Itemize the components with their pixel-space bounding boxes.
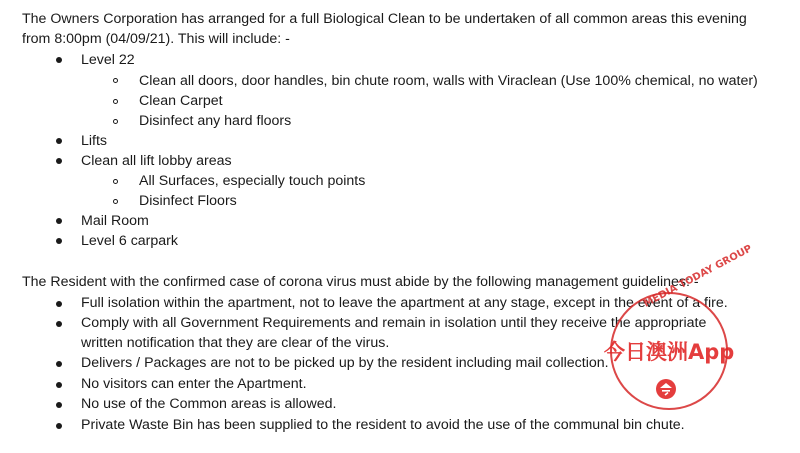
sub-bullet-icon [113,199,118,204]
bullet-icon [56,238,62,244]
sub-bullet-icon [113,99,118,104]
bullet-icon [56,138,62,144]
guideline-item: No visitors can enter the Apartment. [81,376,307,392]
bullet-icon [56,361,62,367]
sub-list-item: All Surfaces, especially touch points [139,173,366,189]
list-item: Level 22 [81,52,135,68]
guideline-item: Comply with all Government Requirements and remain in isolation until they receive the appropriate [81,315,707,331]
guideline-item: No use of the Common areas is allowed. [81,396,337,412]
watermark-app-icon [656,379,676,399]
list-item: Clean all lift lobby areas [81,153,232,169]
guideline-item-continuation: written notification that they are clear of the virus. [81,335,390,351]
list-item: Mail Room [81,213,149,229]
bullet-icon [56,301,62,307]
guideline-item: Delivers / Packages are not to be picked up by the resident including mail collection. [81,355,609,371]
bullet-icon [56,382,62,388]
watermark-brand-text: 今日澳洲App [604,340,735,364]
bullet-icon [56,321,62,327]
watermark-arc-text: MEDIA TODAY GROUP [642,243,755,310]
sub-bullet-icon [113,78,118,83]
bullet-icon [56,158,62,164]
guideline-item: Full isolation within the apartment, not to leave the apartment at any stage, except in the event of a fire. [81,295,728,311]
sub-list-item: Disinfect Floors [139,193,237,209]
sub-list-item: Disinfect any hard floors [139,113,292,129]
sub-list-item: Clean Carpet [139,93,223,109]
bullet-icon [56,423,62,429]
list-item: Level 6 carpark [81,233,178,249]
sub-bullet-icon [113,179,118,184]
bullet-icon [56,402,62,408]
intro-line-1: The Owners Corporation has arranged for a full Biological Clean to be undertaken of all common areas this evening [22,11,747,27]
sub-list-item: Clean all doors, door handles, bin chute room, walls with Viraclean (Use 100% chemical, no water) [139,73,758,89]
sub-bullet-icon [113,119,118,124]
guideline-item: Private Waste Bin has been supplied to the resident to avoid the use of the communal bin chute. [81,417,685,433]
bullet-icon [56,57,62,63]
list-item: Lifts [81,133,108,149]
intro-line-2: from 8:00pm (04/09/21). This will include: - [22,31,290,47]
guidelines-heading: The Resident with the confirmed case of corona virus must abide by the following management guidelines: - [22,274,699,290]
bullet-icon [56,218,62,224]
